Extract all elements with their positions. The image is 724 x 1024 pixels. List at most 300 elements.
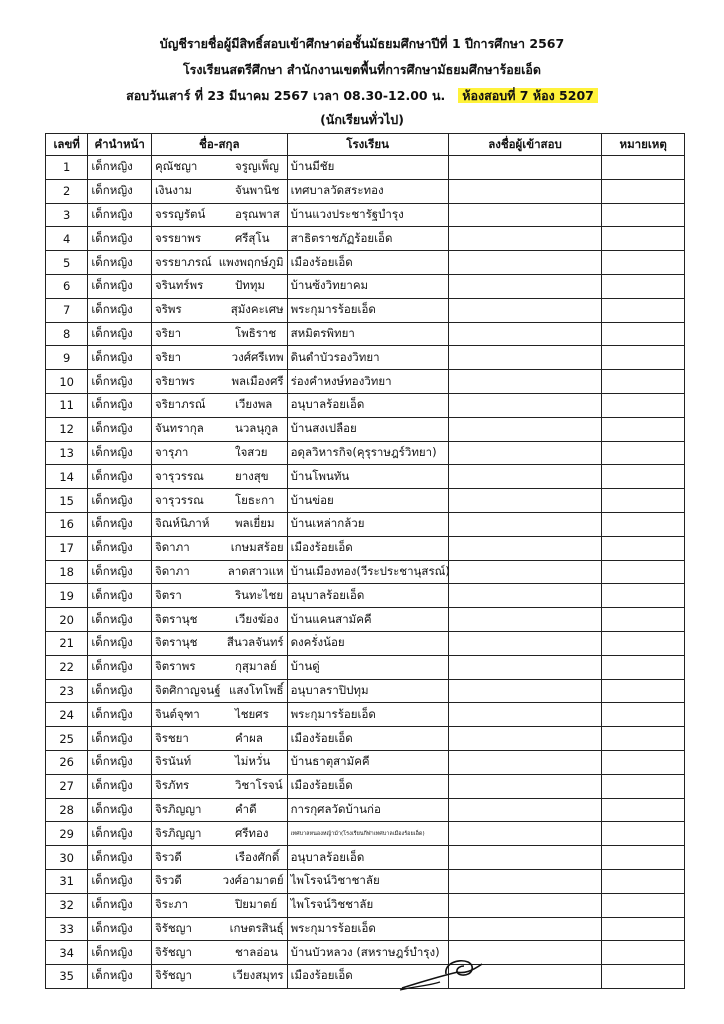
row-fullname xyxy=(151,536,287,560)
table-row xyxy=(46,917,685,941)
row-prefix: เด็กหญิง xyxy=(88,203,152,227)
row-remark-cell xyxy=(602,774,685,798)
row-signature-cell xyxy=(448,156,602,180)
row-fullname xyxy=(151,774,287,798)
row-school: เมืองร้อยเอ็ด xyxy=(287,727,448,751)
first-name: จรินทร์พร xyxy=(154,278,204,293)
table-row xyxy=(46,393,685,417)
first-name: จารุวรรณ xyxy=(154,492,204,507)
first-name: จริพร xyxy=(154,302,182,317)
row-signature-cell xyxy=(448,560,602,584)
row-prefix: เด็กหญิง xyxy=(88,465,152,489)
table-row xyxy=(46,798,685,822)
row-remark-cell xyxy=(602,608,685,632)
row-prefix: เด็กหญิง xyxy=(88,965,152,989)
row-school: บ้านมีชัย xyxy=(287,156,448,180)
first-name: เงินงาม xyxy=(154,183,193,198)
row-number: 5 xyxy=(46,251,88,275)
first-name: จันทรากุล xyxy=(154,421,204,436)
row-remark-cell xyxy=(602,465,685,489)
row-prefix: เด็กหญิง xyxy=(88,560,152,584)
first-name: จริยาพร xyxy=(154,373,195,388)
first-name: จิตรานุช xyxy=(154,635,198,650)
table-row xyxy=(46,227,685,251)
row-school: บ้านธาตุสามัคคี xyxy=(287,750,448,774)
row-signature-cell xyxy=(448,179,602,203)
row-signature-cell xyxy=(448,869,602,893)
row-remark-cell xyxy=(602,298,685,322)
col-header-number: เลขที่ xyxy=(46,134,88,156)
table-row xyxy=(46,512,685,536)
first-name: จริยา xyxy=(154,325,182,340)
row-fullname xyxy=(151,393,287,417)
row-number: 9 xyxy=(46,346,88,370)
table-row xyxy=(46,750,685,774)
table-row xyxy=(46,322,685,346)
row-number: 15 xyxy=(46,489,88,513)
last-name: นวลนุกูล xyxy=(234,421,279,436)
last-name: วิชาโรจน์ xyxy=(234,778,283,793)
row-school: ดงครั่งน้อย xyxy=(287,631,448,655)
last-name: พลเยี่ยม xyxy=(234,516,275,531)
row-number: 29 xyxy=(46,822,88,846)
row-number: 6 xyxy=(46,274,88,298)
last-name: รินทะไชย xyxy=(234,587,284,602)
table-row xyxy=(46,727,685,751)
table-row xyxy=(46,465,685,489)
row-school: บ้านดู่ xyxy=(287,655,448,679)
last-name: เวียงพล xyxy=(234,397,273,412)
row-signature-cell xyxy=(448,917,602,941)
row-prefix: เด็กหญิง xyxy=(88,941,152,965)
row-number: 12 xyxy=(46,417,88,441)
table-row xyxy=(46,941,685,965)
col-header-remark: หมายเหตุ xyxy=(602,134,685,156)
row-signature-cell xyxy=(448,774,602,798)
table-row xyxy=(46,846,685,870)
col-header-signature: ลงชื่อผู้เข้าสอบ xyxy=(448,134,602,156)
row-signature-cell xyxy=(448,727,602,751)
last-name: เวียงสมุทร xyxy=(232,968,284,983)
first-name: จิณห์นิภาห์ xyxy=(154,516,210,531)
row-fullname xyxy=(151,298,287,322)
row-remark-cell xyxy=(602,941,685,965)
row-signature-cell xyxy=(448,370,602,394)
row-number: 35 xyxy=(46,965,88,989)
table-row xyxy=(46,560,685,584)
col-header-prefix: คำนำหน้า xyxy=(88,134,152,156)
row-fullname xyxy=(151,727,287,751)
last-name: แสงโทโพธิ์ xyxy=(229,682,284,697)
row-school: พระกุมารร้อยเอ็ด xyxy=(287,917,448,941)
row-remark-cell xyxy=(602,441,685,465)
table-row xyxy=(46,655,685,679)
row-fullname xyxy=(151,798,287,822)
row-remark-cell xyxy=(602,798,685,822)
table-row xyxy=(46,298,685,322)
row-prefix: เด็กหญิง xyxy=(88,512,152,536)
row-number: 2 xyxy=(46,179,88,203)
row-school: เทศบาลวัดสระทอง xyxy=(287,179,448,203)
table-row xyxy=(46,489,685,513)
row-fullname xyxy=(151,703,287,727)
row-remark-cell xyxy=(602,655,685,679)
row-signature-cell xyxy=(448,203,602,227)
row-prefix: เด็กหญิง xyxy=(88,750,152,774)
row-fullname xyxy=(151,417,287,441)
row-remark-cell xyxy=(602,584,685,608)
row-number: 18 xyxy=(46,560,88,584)
exam-date-line xyxy=(0,86,724,106)
row-school: อดุลวิหารกิจ(คุรุราษฎร์วิทยา) xyxy=(287,441,448,465)
row-number: 16 xyxy=(46,512,88,536)
first-name: จรรยาภรณ์ xyxy=(154,254,212,269)
row-signature-cell xyxy=(448,750,602,774)
last-name: ลาดสาวแห xyxy=(227,563,284,578)
last-name: สีนวลจันทร์ xyxy=(226,635,284,650)
last-name: ใจสวย xyxy=(234,444,268,459)
last-name: ศรีสุโน xyxy=(234,230,270,245)
row-remark-cell xyxy=(602,631,685,655)
table-row xyxy=(46,346,685,370)
row-fullname xyxy=(151,441,287,465)
first-name: จิรัชญา xyxy=(154,944,192,959)
table-row xyxy=(46,679,685,703)
row-number: 3 xyxy=(46,203,88,227)
table-row xyxy=(46,179,685,203)
row-remark-cell xyxy=(602,489,685,513)
row-number: 11 xyxy=(46,393,88,417)
first-name: จิดาภา xyxy=(154,540,190,555)
row-signature-cell xyxy=(448,512,602,536)
table-row xyxy=(46,417,685,441)
table-row xyxy=(46,536,685,560)
row-prefix: เด็กหญิง xyxy=(88,489,152,513)
row-fullname xyxy=(151,631,287,655)
row-fullname xyxy=(151,465,287,489)
last-name: เวียงฆ้อง xyxy=(234,611,279,626)
row-remark-cell xyxy=(602,750,685,774)
row-signature-cell xyxy=(448,298,602,322)
table-row xyxy=(46,822,685,846)
last-name: คำผล xyxy=(234,730,263,745)
row-remark-cell xyxy=(602,512,685,536)
row-prefix: เด็กหญิง xyxy=(88,274,152,298)
row-prefix: เด็กหญิง xyxy=(88,584,152,608)
row-signature-cell xyxy=(448,536,602,560)
first-name: จิรภิญญา xyxy=(154,801,202,816)
row-number: 4 xyxy=(46,227,88,251)
row-fullname xyxy=(151,156,287,180)
row-signature-cell xyxy=(448,679,602,703)
row-remark-cell xyxy=(602,893,685,917)
table-row xyxy=(46,608,685,632)
row-signature-cell xyxy=(448,227,602,251)
student-type: (นักเรียนทั่วไป) xyxy=(320,112,404,127)
row-signature-cell xyxy=(448,417,602,441)
row-remark-cell xyxy=(602,251,685,275)
row-remark-cell xyxy=(602,227,685,251)
row-number: 32 xyxy=(46,893,88,917)
row-fullname xyxy=(151,370,287,394)
table-row xyxy=(46,631,685,655)
row-remark-cell xyxy=(602,203,685,227)
last-name: ไชยศร xyxy=(234,706,269,721)
row-number: 13 xyxy=(46,441,88,465)
row-fullname xyxy=(151,584,287,608)
first-name: จิรวดี xyxy=(154,849,182,864)
row-remark-cell xyxy=(602,822,685,846)
row-fullname xyxy=(151,274,287,298)
row-prefix: เด็กหญิง xyxy=(88,727,152,751)
row-prefix: เด็กหญิง xyxy=(88,179,152,203)
last-name: กุสุมาลย์ xyxy=(234,659,277,674)
last-name: สุมังคะเศษ xyxy=(230,302,284,317)
row-prefix: เด็กหญิง xyxy=(88,774,152,798)
row-school: เมืองร้อยเอ็ด xyxy=(287,251,448,275)
row-school: บ้านแวงประชารัฐบำรุง xyxy=(287,203,448,227)
row-remark-cell xyxy=(602,179,685,203)
row-school: อนุบาลร้อยเอ็ด xyxy=(287,393,448,417)
row-fullname xyxy=(151,560,287,584)
last-name: ปิยมาตย์ xyxy=(234,897,278,912)
first-name: จิตรา xyxy=(154,587,182,602)
row-number: 22 xyxy=(46,655,88,679)
last-name: จรูญเพ็ญ xyxy=(234,159,279,174)
row-number: 21 xyxy=(46,631,88,655)
row-fullname xyxy=(151,608,287,632)
row-signature-cell xyxy=(448,346,602,370)
row-prefix: เด็กหญิง xyxy=(88,608,152,632)
row-number: 34 xyxy=(46,941,88,965)
row-prefix: เด็กหญิง xyxy=(88,679,152,703)
row-fullname xyxy=(151,893,287,917)
table-row xyxy=(46,251,685,275)
row-prefix: เด็กหญิง xyxy=(88,370,152,394)
exam-room-highlight: ห้องสอบที่ 7 ห้อง 5207 xyxy=(458,88,598,103)
row-number: 7 xyxy=(46,298,88,322)
last-name: เรืองศักดิ์ xyxy=(234,849,280,864)
first-name: จิตศิกาญจนฐ์ xyxy=(154,682,221,697)
row-number: 19 xyxy=(46,584,88,608)
table-header-row xyxy=(46,134,685,156)
row-remark-cell xyxy=(602,370,685,394)
row-prefix: เด็กหญิง xyxy=(88,917,152,941)
row-number: 10 xyxy=(46,370,88,394)
last-name: ชาลอ่อน xyxy=(234,944,278,959)
row-fullname xyxy=(151,941,287,965)
row-school: เทศบาลหนองหญ้าม้า(โรงเรียนกีฬาเทศบาลเมืองร้อยเอ็ด) xyxy=(287,822,448,846)
row-remark-cell xyxy=(602,965,685,989)
first-name: จิดาภา xyxy=(154,563,190,578)
row-number: 30 xyxy=(46,846,88,870)
table-row xyxy=(46,965,685,989)
row-number: 14 xyxy=(46,465,88,489)
row-signature-cell xyxy=(448,584,602,608)
row-signature-cell xyxy=(448,608,602,632)
row-number: 1 xyxy=(46,156,88,180)
first-name: จริยาภรณ์ xyxy=(154,397,206,412)
row-fullname xyxy=(151,203,287,227)
table-row xyxy=(46,156,685,180)
row-school: บ้านแคนสามัคคี xyxy=(287,608,448,632)
row-signature-cell xyxy=(448,846,602,870)
row-remark-cell xyxy=(602,869,685,893)
row-school: ดินดำบัวรองวิทยา xyxy=(287,346,448,370)
first-name: คุณัชญา xyxy=(154,159,198,174)
last-name: พลเมืองศรี xyxy=(231,373,284,388)
row-prefix: เด็กหญิง xyxy=(88,893,152,917)
col-header-school: โรงเรียน xyxy=(287,134,448,156)
row-school: บ้านสงเปลือย xyxy=(287,417,448,441)
school-line: โรงเรียนสตรีศึกษา สำนักงานเขตพื้นที่การศึกษามัธยมศึกษาร้อยเอ็ด xyxy=(182,62,542,77)
document-title: บัญชีรายชื่อผู้มีสิทธิ์สอบเข้าศึกษาต่อชั้นมัธยมศึกษาปีที่ 1 ปีการศึกษา 2567 xyxy=(159,36,565,51)
row-number: 24 xyxy=(46,703,88,727)
exam-date: สอบวันเสาร์ ที่ 23 มีนาคม 2567 เวลา 08.30-12.00 น. xyxy=(126,88,446,103)
row-signature-cell xyxy=(448,631,602,655)
signature-mark xyxy=(396,952,506,1002)
row-fullname xyxy=(151,869,287,893)
row-remark-cell xyxy=(602,322,685,346)
roster-table xyxy=(45,133,685,989)
row-remark-cell xyxy=(602,846,685,870)
row-remark-cell xyxy=(602,156,685,180)
row-fullname xyxy=(151,322,287,346)
last-name: แพงพฤกษ์ภูมิ xyxy=(218,254,284,269)
row-fullname xyxy=(151,750,287,774)
row-fullname xyxy=(151,346,287,370)
first-name: จิระภา xyxy=(154,897,189,912)
table-row xyxy=(46,774,685,798)
row-fullname xyxy=(151,227,287,251)
first-name: จารุวรรณ xyxy=(154,468,204,483)
row-school: ไพโรจน์วิชาชาลัย xyxy=(287,869,448,893)
row-fullname xyxy=(151,917,287,941)
row-prefix: เด็กหญิง xyxy=(88,703,152,727)
row-school: บ้านโพนทัน xyxy=(287,465,448,489)
last-name: ปัททุม xyxy=(234,278,265,293)
row-number: 20 xyxy=(46,608,88,632)
row-signature-cell xyxy=(448,251,602,275)
row-fullname xyxy=(151,965,287,989)
last-name: ไม่หวั่น xyxy=(234,754,271,769)
row-remark-cell xyxy=(602,346,685,370)
row-school: สาธิตราชภัฏร้อยเอ็ด xyxy=(287,227,448,251)
row-signature-cell xyxy=(448,465,602,489)
row-prefix: เด็กหญิง xyxy=(88,536,152,560)
row-prefix: เด็กหญิง xyxy=(88,346,152,370)
row-fullname xyxy=(151,512,287,536)
first-name: จิรนันท์ xyxy=(154,754,192,769)
row-number: 27 xyxy=(46,774,88,798)
table-body xyxy=(46,156,685,989)
row-fullname xyxy=(151,251,287,275)
first-name: จิรวดี xyxy=(154,873,182,888)
first-name: จินต์จุฑา xyxy=(154,706,200,721)
row-school: พระกุมารร้อยเอ็ด xyxy=(287,703,448,727)
last-name: จันพานิช xyxy=(234,183,280,198)
row-prefix: เด็กหญิง xyxy=(88,251,152,275)
row-remark-cell xyxy=(602,274,685,298)
row-signature-cell xyxy=(448,489,602,513)
table-row xyxy=(46,584,685,608)
first-name: จารุภา xyxy=(154,444,189,459)
row-number: 23 xyxy=(46,679,88,703)
row-remark-cell xyxy=(602,917,685,941)
row-school: บ้านข่อย xyxy=(287,489,448,513)
row-school: เมืองร้อยเอ็ด xyxy=(287,965,448,989)
last-name: ศรีทอง xyxy=(234,825,269,840)
row-school: ร่องคำหงษ์ทองวิทยา xyxy=(287,370,448,394)
row-remark-cell xyxy=(602,536,685,560)
row-prefix: เด็กหญิง xyxy=(88,156,152,180)
row-prefix: เด็กหญิง xyxy=(88,227,152,251)
table-row xyxy=(46,370,685,394)
row-prefix: เด็กหญิง xyxy=(88,631,152,655)
first-name: จิตรานุช xyxy=(154,611,198,626)
row-fullname xyxy=(151,179,287,203)
row-fullname xyxy=(151,822,287,846)
row-signature-cell xyxy=(448,441,602,465)
row-number: 31 xyxy=(46,869,88,893)
row-prefix: เด็กหญิง xyxy=(88,441,152,465)
row-school: ไพโรจน์วิชชาลัย xyxy=(287,893,448,917)
table-row xyxy=(46,703,685,727)
table-row xyxy=(46,869,685,893)
row-school: เมืองร้อยเอ็ด xyxy=(287,536,448,560)
row-signature-cell xyxy=(448,703,602,727)
row-school: บ้านซ้งวิทยาคม xyxy=(287,274,448,298)
row-prefix: เด็กหญิง xyxy=(88,298,152,322)
first-name: จรรญรัตน์ xyxy=(154,206,206,221)
row-school: พระกุมารร้อยเอ็ด xyxy=(287,298,448,322)
first-name: จิรชยา xyxy=(154,730,189,745)
row-remark-cell xyxy=(602,703,685,727)
last-name: เกษมสร้อย xyxy=(230,540,284,555)
last-name: วงศ์ศรีเทพ xyxy=(231,349,284,364)
first-name: จิตราพร xyxy=(154,659,196,674)
table-row xyxy=(46,441,685,465)
row-signature-cell xyxy=(448,655,602,679)
row-prefix: เด็กหญิง xyxy=(88,869,152,893)
row-school: เมืองร้อยเอ็ด xyxy=(287,774,448,798)
first-name: จิรภิญญา xyxy=(154,825,202,840)
row-number: 8 xyxy=(46,322,88,346)
row-prefix: เด็กหญิง xyxy=(88,655,152,679)
first-name: จรรยาพร xyxy=(154,230,201,245)
last-name: อรุณพาส xyxy=(234,206,280,221)
first-name: จิรัชญา xyxy=(154,968,192,983)
first-name: จริยา xyxy=(154,349,182,364)
row-signature-cell xyxy=(448,822,602,846)
row-school: อนุบาลร้อยเอ็ด xyxy=(287,846,448,870)
row-number: 33 xyxy=(46,917,88,941)
row-prefix: เด็กหญิง xyxy=(88,822,152,846)
row-remark-cell xyxy=(602,417,685,441)
col-header-name: ชื่อ-สกุล xyxy=(151,134,287,156)
row-prefix: เด็กหญิง xyxy=(88,846,152,870)
row-prefix: เด็กหญิง xyxy=(88,393,152,417)
row-remark-cell xyxy=(602,560,685,584)
row-fullname xyxy=(151,655,287,679)
row-school: อนุบาลราปิปทุม xyxy=(287,679,448,703)
row-school: บ้านบัวหลวง (สหราษฎร์บำรุง) xyxy=(287,941,448,965)
first-name: จิรภัทร xyxy=(154,778,190,793)
row-number: 25 xyxy=(46,727,88,751)
row-number: 28 xyxy=(46,798,88,822)
last-name: ยางสุข xyxy=(234,468,269,483)
row-fullname xyxy=(151,679,287,703)
